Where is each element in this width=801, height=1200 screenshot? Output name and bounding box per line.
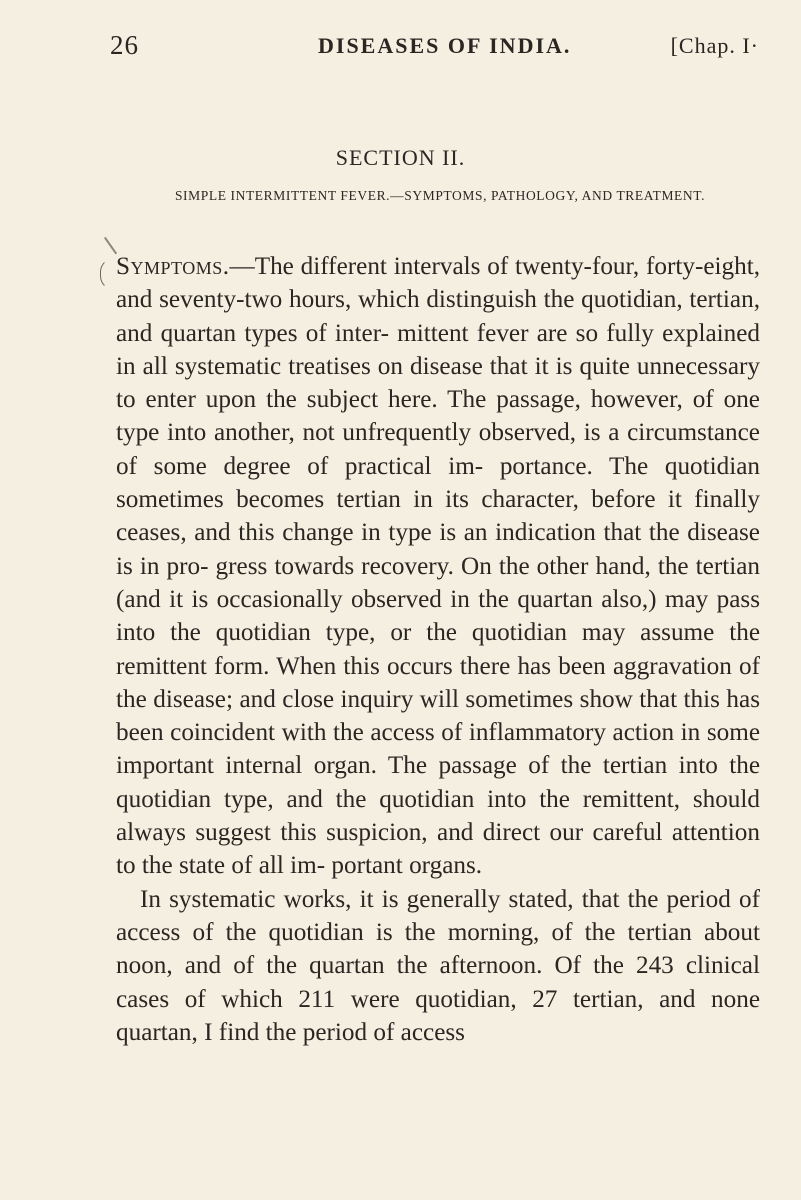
pencil-stroke-mark (104, 237, 117, 254)
body-text (116, 250, 760, 1049)
paragraph-lead: Symptoms. (116, 253, 230, 280)
pencil-bracket-mark (100, 258, 115, 290)
paragraph-text: —The different intervals of twenty-four, forty-eight, and seventy-two hours, which distinguish the quotidian, tertian, and quartan types of inter- mittent fever are so fully explained in all systematic treatises on disease that it is quite unnecessary to enter upon the subject here. The passage, however, of one type into another, not unfrequently observed, is a circumstance of some degree of practical im- portance. The quotidian sometimes becomes tertian in its character, before it finally ceases, and this change in type is an indication that the disease is in pro- gress towards recovery. On the other hand, the tertian (and it is occasionally observed in the quartan also,) may pass into the quotidian type, or the quotidian may assume the remittent form. When this occurs there has been aggravation of the disease; and close inquiry will sometimes show that this has been coincident with the access of inflammatory action in some important internal organ. The passage of the tertian into the quotidian type, and the quotidian into the remittent, should always suggest this suspicion, and direct our careful attention to the state of all im- portant organs. (116, 253, 760, 880)
running-header (110, 30, 759, 66)
chapter-marker: [Chap. I· (670, 33, 759, 58)
paragraph-access-period: In systematic works, it is generally stated, that the period of access of the quotidian is the morning, of the tertian about noon, and of the quartan the afternoon. Of the 243 clinical cases of which 211 were quotidian, 27 tertian, and none quartan, I find the period of access (116, 885, 760, 1046)
running-title: DISEASES OF INDIA. (318, 33, 572, 58)
section-heading: SECTION II. (335, 145, 466, 170)
section-subtitle: SIMPLE INTERMITTENT FEVER.—SYMPTOMS, PATHOLOGY, AND TREATMENT. (174, 188, 706, 203)
page-number: 26 (110, 30, 139, 60)
paragraph-symptoms (116, 250, 760, 883)
